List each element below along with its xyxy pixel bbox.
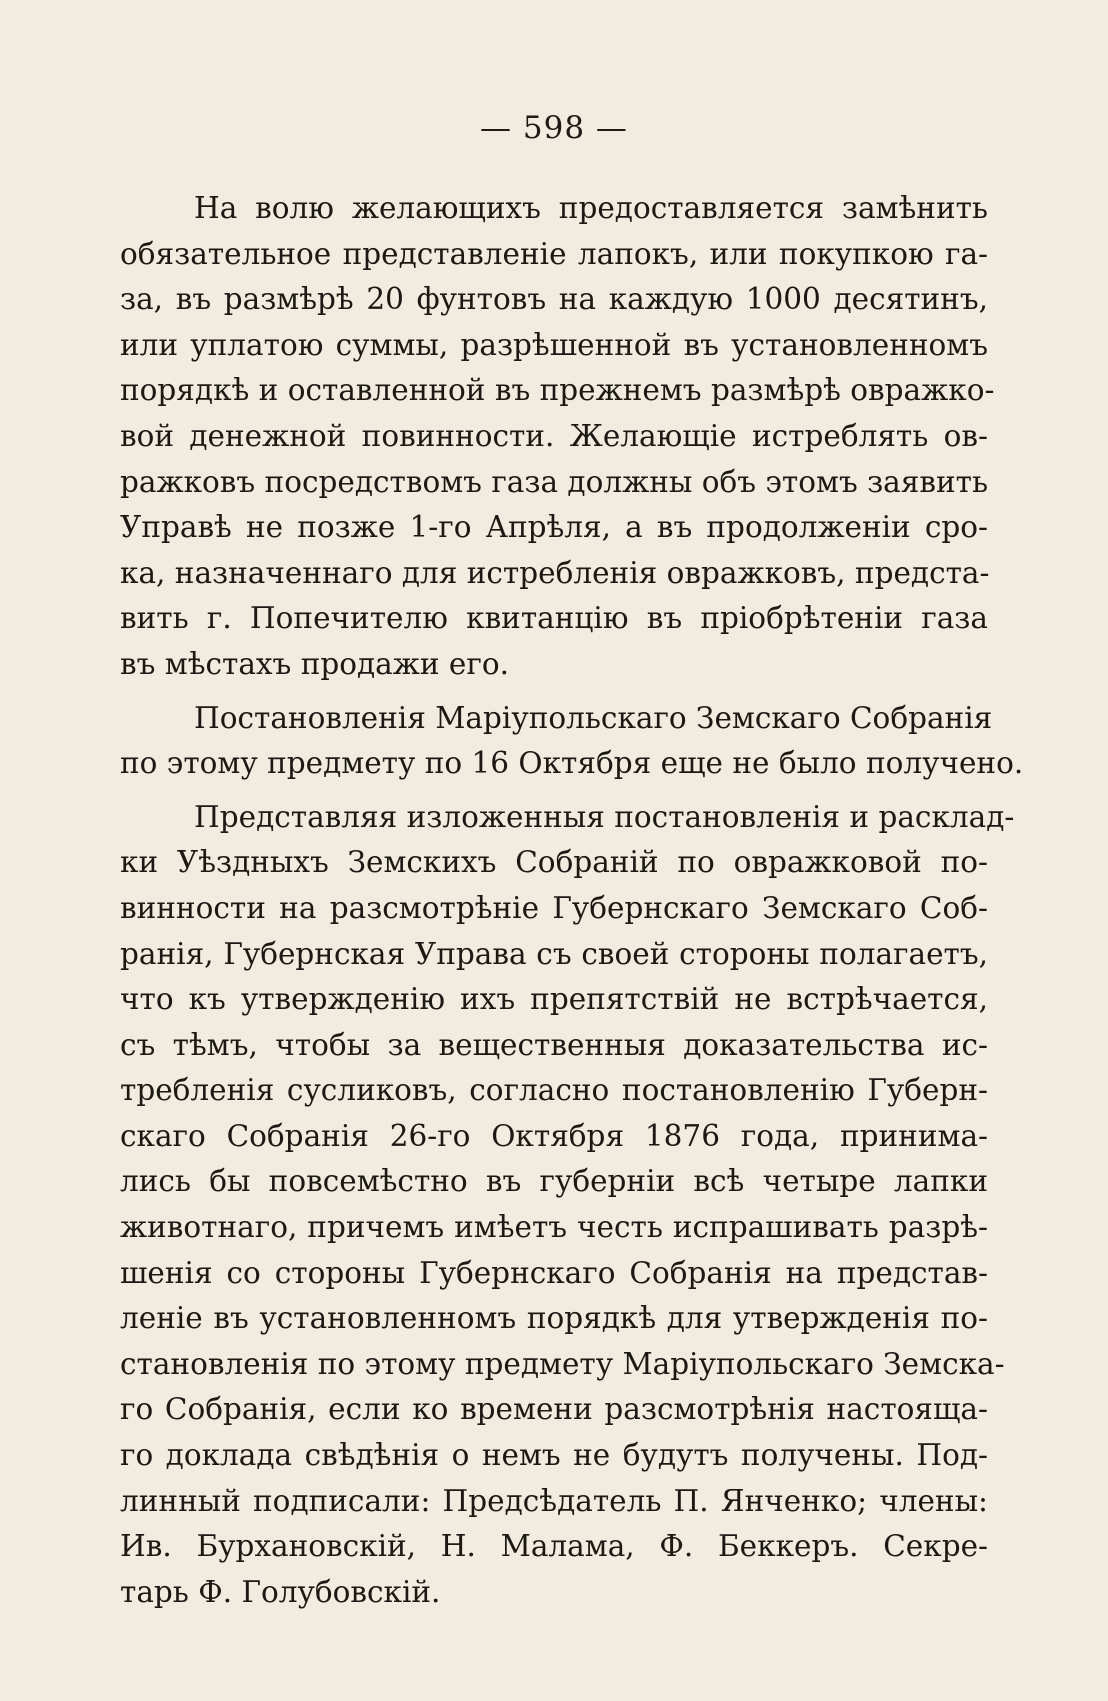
text-line: съ тѣмъ, чтобы за вещественныя доказательства ис-	[120, 1027, 988, 1062]
text-line: животнаго, причемъ имѣетъ честь испрашивать разрѣ-	[120, 1210, 988, 1245]
text-line: ражковъ посредствомъ газа должны объ этомъ заявить	[120, 464, 989, 499]
text-line: что къ утвержденію ихъ препятствій не встрѣчается,	[120, 982, 988, 1017]
document-body	[120, 186, 1024, 1615]
paragraph	[120, 186, 995, 688]
text-line: Ив. Бурхановскій, Н. Малама, Ф. Беккеръ. Секре-	[120, 1529, 988, 1564]
text-line: за, въ размѣрѣ 20 фунтовъ на каждую 1000 десятинъ,	[120, 282, 988, 317]
text-line: ранія, Губернская Управа съ своей стороны полагаетъ,	[120, 936, 988, 971]
text-line: требленія сусликовъ, согласно постановленію Губерн-	[120, 1073, 988, 1108]
text-line: шенія со стороны Губернскаго Собранія на представ-	[120, 1255, 988, 1290]
text-line: тарь Ф. Голубовскій.	[120, 1574, 441, 1609]
text-line: обязательное представленіе лапокъ, или покупкою га-	[120, 236, 988, 271]
paragraph	[120, 696, 1024, 787]
text-line: На волю желающихъ предоставляется замѣнить	[194, 191, 988, 225]
text-line: становленія по этому предмету Маріупольскаго Земска-	[120, 1346, 1005, 1381]
paragraph	[120, 795, 1015, 1616]
text-line: леніе въ установленномъ порядкѣ для утвержденія по-	[120, 1301, 988, 1336]
text-line: линный подписали: Предсѣдатель П. Янченко; члены:	[120, 1483, 988, 1518]
text-line: лись бы повсемѣстно въ губерніи всѣ четыре лапки	[120, 1164, 988, 1199]
text-line: Постановленія Маріупольскаго Земскаго Собранія	[194, 700, 993, 735]
text-line: въ мѣстахъ продажи его.	[120, 646, 509, 681]
page-number: — 598 —	[480, 110, 628, 146]
text-line: по этому предмету по 16 Октября еще не было получено.	[120, 746, 1024, 781]
text-line: порядкѣ и оставленной въ прежнемъ размѣрѣ овражко-	[120, 373, 995, 408]
text-line: скаго Собранія 26-го Октября 1876 года, принима-	[120, 1118, 988, 1153]
text-line: винности на разсмотрѣніе Губернскаго Земскаго Соб-	[120, 890, 988, 925]
text-line: го Собранія, если ко времени разсмотрѣнія настояща-	[120, 1392, 988, 1427]
text-line: вой денежной повинности. Желающіе истреблять ов-	[120, 418, 988, 453]
text-line: вить г. Попечителю квитанцію въ пріобрѣтеніи газа	[120, 601, 988, 636]
text-line: ки Уѣздныхъ Земскихъ Собраній по овражковой по-	[120, 845, 988, 880]
text-line: Управѣ не позже 1-го Апрѣля, а въ продолженіи сро-	[120, 510, 988, 545]
text-line: ка, назначеннаго для истребленія овражковъ, предста-	[120, 555, 990, 590]
text-line: го доклада свѣдѣнія о немъ не будутъ получены. Под-	[120, 1438, 988, 1473]
text-line: Представляя изложенныя постановленія и расклад-	[194, 799, 1015, 834]
text-line: или уплатою суммы, разрѣшенной въ установленномъ	[120, 327, 988, 362]
